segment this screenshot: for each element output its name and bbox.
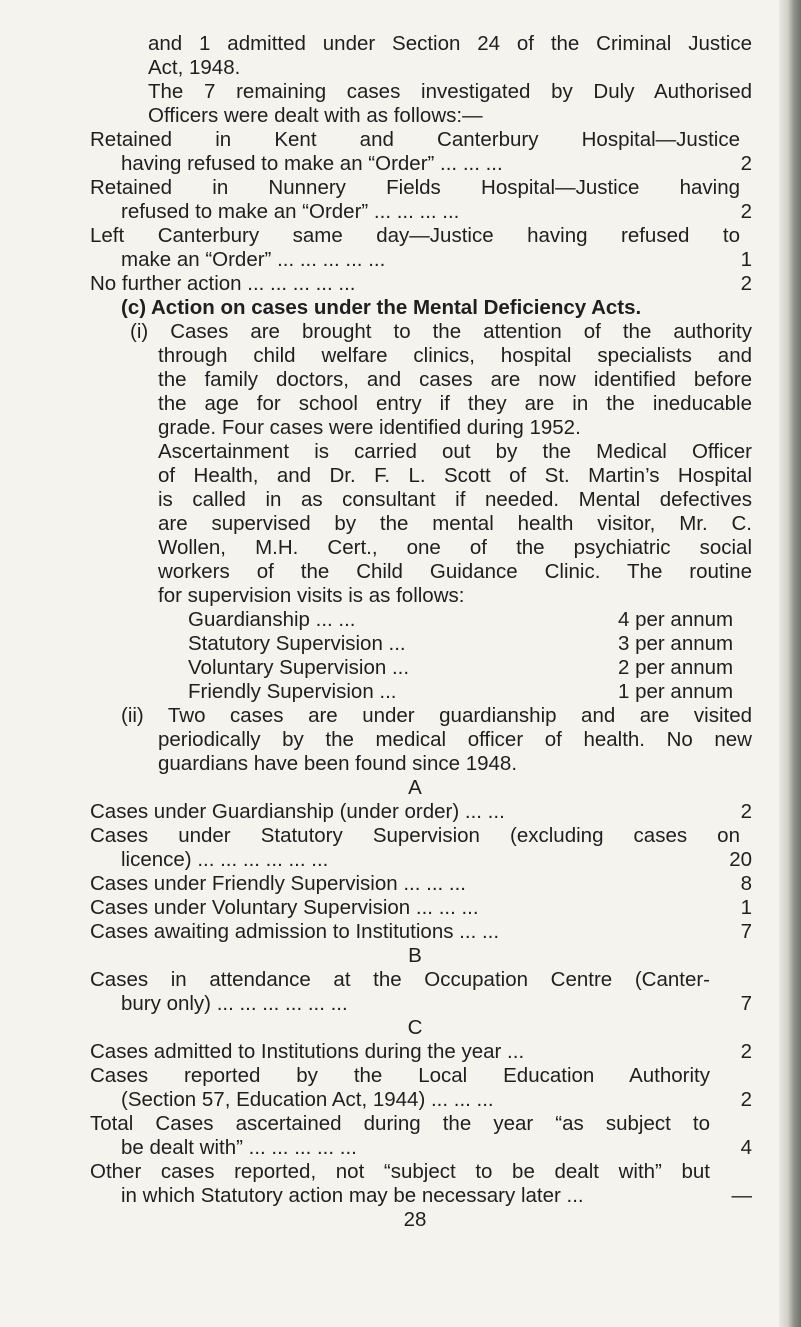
table-row-label: Cases admitted to Institutions during the year ... [90,1040,525,1063]
visit-type: Guardianship ... ... [188,608,356,631]
table-row-label: (Section 57, Education Act, 1944) ... ... ... [121,1088,494,1111]
table-row-label: in which Statutory action may be necessary later ... [121,1184,584,1207]
table-row-label: Cases in attendance at the Occupation Centre (Canter- [90,968,710,991]
paragraph-line: are supervised by the mental health visitor, Mr. C. [158,512,752,535]
table-row-label: licence) ... ... ... ... ... ... [121,848,329,871]
visit-type: Voluntary Supervision ... [188,656,410,679]
table-row-label: Cases awaiting admission to Institutions ... ... [90,920,500,943]
table-row-value: 2 [740,800,752,823]
paragraph-line: is called in as consultant if needed. Mental defectives [158,488,752,511]
disposal-text: Retained in Kent and Canterbury Hospital—Justice [90,128,740,151]
intro-line: The 7 remaining cases investigated by Duly Authorised [148,80,752,103]
table-row-value: 4 [740,1136,752,1159]
disposal-text: No further action ... ... ... ... ... [90,272,356,295]
intro-line: Act, 1948. [148,56,241,79]
paragraph-line: (ii) Two cases are under guardianship and are visited [121,704,752,727]
table-row-label: Other cases reported, not “subject to be dealt with” but [90,1160,710,1183]
table-row-label: Cases reported by the Local Education Authority [90,1064,710,1087]
visit-frequency: 4 per annum [618,608,734,631]
disposal-text: having refused to make an “Order” ... ... ... [121,152,503,175]
visit-frequency: 1 per annum [618,680,734,703]
table-heading: C [407,1016,423,1039]
page-edge-shadow [779,0,801,1327]
table-row-value: 1 [740,896,752,919]
table-row-label: Cases under Statutory Supervision (excluding cases on [90,824,740,847]
intro-line: and 1 admitted under Section 24 of the Criminal Justice [148,32,752,55]
disposal-value: 1 [740,248,752,271]
disposal-text: refused to make an “Order” ... ... ... ... [121,200,460,223]
table-row-value: 2 [740,1088,752,1111]
paragraph-line: Ascertainment is carried out by the Medical Officer [158,440,752,463]
visit-frequency: 2 per annum [618,656,734,679]
paragraph-line: grade. Four cases were identified during 1952. [158,416,581,439]
paragraph-line: for supervision visits is as follows: [158,584,465,607]
intro-line: Officers were dealt with as follows:— [148,104,483,127]
paragraph-line: Wollen, M.H. Cert., one of the psychiatric social [158,536,752,559]
disposal-value: 2 [740,200,752,223]
section-heading: (c) Action on cases under the Mental Deficiency Acts. [121,296,642,319]
paragraph-line: the family doctors, and cases are now identified before [158,368,752,391]
paragraph-line: of Health, and Dr. F. L. Scott of St. Martin’s Hospital [158,464,752,487]
disposal-text: make an “Order” ... ... ... ... ... [121,248,386,271]
table-heading: B [408,944,422,967]
disposal-value: 2 [740,152,752,175]
table-row-label: be dealt with” ... ... ... ... ... [121,1136,357,1159]
paragraph-line: (i) Cases are brought to the attention of the authority [130,320,752,343]
table-row-label: Cases under Voluntary Supervision ... ... ... [90,896,479,919]
paragraph-line: workers of the Child Guidance Clinic. The routine [158,560,752,583]
table-row-label: bury only) ... ... ... ... ... ... [121,992,348,1015]
visit-frequency: 3 per annum [618,632,734,655]
visit-type: Statutory Supervision ... [188,632,406,655]
table-row-value: 2 [740,1040,752,1063]
paragraph-line: through child welfare clinics, hospital specialists and [158,344,752,367]
table-row-label: Total Cases ascertained during the year “as subject to [90,1112,710,1135]
table-row-value: 8 [740,872,752,895]
visit-type: Friendly Supervision ... [188,680,397,703]
disposal-value: 2 [740,272,752,295]
table-row-value: 7 [740,992,752,1015]
disposal-text: Left Canterbury same day—Justice having refused to [90,224,740,247]
table-row-label: Cases under Guardianship (under order) ... ... [90,800,505,823]
table-row-value: 7 [740,920,752,943]
table-row-value: — [731,1184,752,1207]
paragraph-line: the age for school entry if they are in the ineducable [158,392,752,415]
paragraph-line: guardians have been found since 1948. [158,752,518,775]
paragraph-line: periodically by the medical officer of health. No new [158,728,752,751]
table-row-label: Cases under Friendly Supervision ... ... ... [90,872,466,895]
page-number: 28 [403,1208,427,1231]
table-heading: A [408,776,422,799]
table-row-value: 20 [729,848,752,871]
disposal-text: Retained in Nunnery Fields Hospital—Justice having [90,176,740,199]
